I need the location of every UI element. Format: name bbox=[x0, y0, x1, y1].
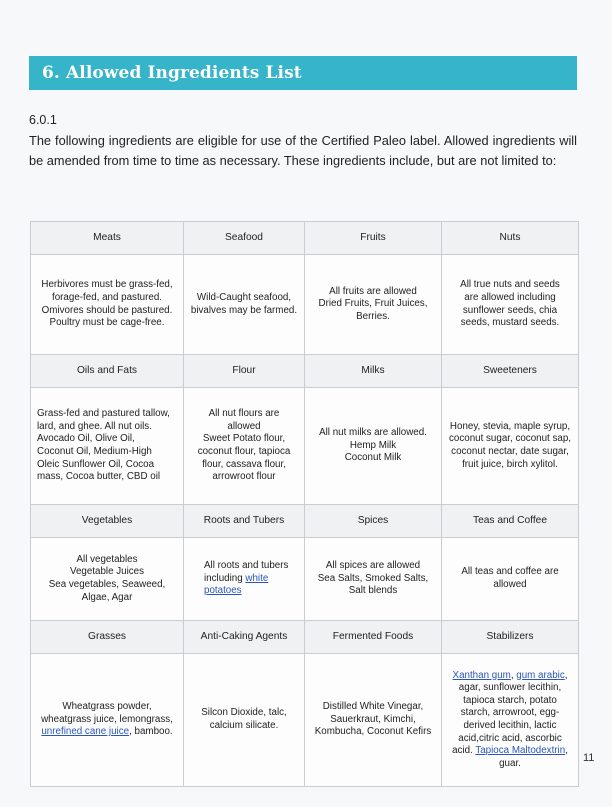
cell-seafood: Wild-Caught seafood, bivalves may be farmed. bbox=[184, 255, 305, 355]
cell-anti-caking-agents: Silcon Dioxide, talc, calcium silicate. bbox=[184, 654, 305, 787]
header-teas-and-coffee: Teas and Coffee bbox=[442, 505, 579, 538]
cell-milks: All nut milks are allowed. Hemp Milk Coconut Milk bbox=[305, 388, 442, 505]
white-potatoes-link[interactable]: white bbox=[245, 572, 269, 584]
xanthan-gum-link[interactable]: Xanthan gum bbox=[452, 669, 511, 681]
header-milks: Milks bbox=[305, 355, 442, 388]
header-nuts: Nuts bbox=[442, 222, 579, 255]
tapioca-maltodextrin-link[interactable]: Tapioca Maltodextrin bbox=[475, 745, 566, 757]
cell-spices: All spices are allowed Sea Salts, Smoked Salts, Salt blends bbox=[305, 538, 442, 621]
unrefined-cane-juice-link[interactable]: unrefined cane juice bbox=[41, 726, 130, 738]
header-stabilizers: Stabilizers bbox=[442, 621, 579, 654]
table-row bbox=[31, 654, 579, 787]
header-anti-caking-agents: Anti-Caking Agents bbox=[184, 621, 305, 654]
table-row bbox=[31, 388, 579, 505]
cell-teas-and-coffee: All teas and coffee are allowed bbox=[442, 538, 579, 621]
cell-flour: All nut flours are allowed Sweet Potato flour, coconut flour, tapioca flour, cassava flour, arrowroot flour bbox=[184, 388, 305, 505]
cell-meats: Herbivores must be grass-fed, forage-fed, and pastured. Omivores should be pastured. Poultry must be cage-free. bbox=[31, 255, 184, 355]
table-header-row bbox=[31, 355, 579, 388]
table-header-row bbox=[31, 505, 579, 538]
header-fruits: Fruits bbox=[305, 222, 442, 255]
header-oils-and-fats: Oils and Fats bbox=[31, 355, 184, 388]
table-row bbox=[31, 255, 579, 355]
header-sweeteners: Sweeteners bbox=[442, 355, 579, 388]
header-spices: Spices bbox=[305, 505, 442, 538]
table-header-row bbox=[31, 222, 579, 255]
section-heading: 6. Allowed Ingredients List bbox=[42, 63, 302, 83]
cell-vegetables: All vegetables Vegetable Juices Sea vegetables, Seaweed, Algae, Agar bbox=[31, 538, 184, 621]
header-vegetables: Vegetables bbox=[31, 505, 184, 538]
section-number: 6.0.1 bbox=[29, 113, 57, 127]
cell-roots-and-tubers: All roots and tubers including white potatoes bbox=[184, 538, 305, 621]
cell-sweeteners: Honey, stevia, maple syrup, coconut sugar, coconut sap, coconut nectar, date sugar, fruit juice, birch xylitol. bbox=[442, 388, 579, 505]
table-row bbox=[31, 538, 579, 621]
section-heading-banner bbox=[29, 56, 577, 90]
header-meats: Meats bbox=[31, 222, 184, 255]
table-header-row bbox=[31, 621, 579, 654]
cell-stabilizers: Xanthan gum, gum arabic, agar, sunflower lecithin, tapioca starch, potato starch, arrowroot, egg- derived lecithin, lactic acid,citric acid, ascorbic acid. Tapioca Maltodextrin, guar. bbox=[442, 654, 579, 787]
cell-fermented-foods: Distilled White Vinegar, Sauerkraut, Kimchi, Kombucha, Coconut Kefirs bbox=[305, 654, 442, 787]
ingredients-table bbox=[30, 221, 579, 787]
header-grasses: Grasses bbox=[31, 621, 184, 654]
gum-arabic-link[interactable]: gum arabic bbox=[516, 669, 565, 681]
header-roots-and-tubers: Roots and Tubers bbox=[184, 505, 305, 538]
header-flour: Flour bbox=[184, 355, 305, 388]
page-number: 11 bbox=[583, 752, 595, 764]
header-seafood: Seafood bbox=[184, 222, 305, 255]
intro-paragraph: The following ingredients are eligible for use of the Certified Paleo label. Allowed ingredients will be amended from time to time as necessary. These ingredients include, but are not limited to: bbox=[29, 133, 577, 168]
cell-nuts: All true nuts and seeds are allowed including sunflower seeds, chia seeds, mustard seeds. bbox=[442, 255, 579, 355]
cell-fruits: All fruits are allowed Dried Fruits, Fruit Juices, Berries. bbox=[305, 255, 442, 355]
cell-oils-and-fats: Grass-fed and pastured tallow, lard, and ghee. All nut oils. Avocado Oil, Olive Oil, Coconut Oil, Medium-High Oleic Sunflower Oil, Cocoa mass, Cocoa butter, CBD oil bbox=[31, 388, 184, 505]
white-potatoes-link-cont[interactable]: potatoes bbox=[204, 585, 242, 597]
cell-grasses: Wheatgrass powder, wheatgrass juice, lemongrass, unrefined cane juice, bamboo. bbox=[31, 654, 184, 787]
header-fermented-foods: Fermented Foods bbox=[305, 621, 442, 654]
